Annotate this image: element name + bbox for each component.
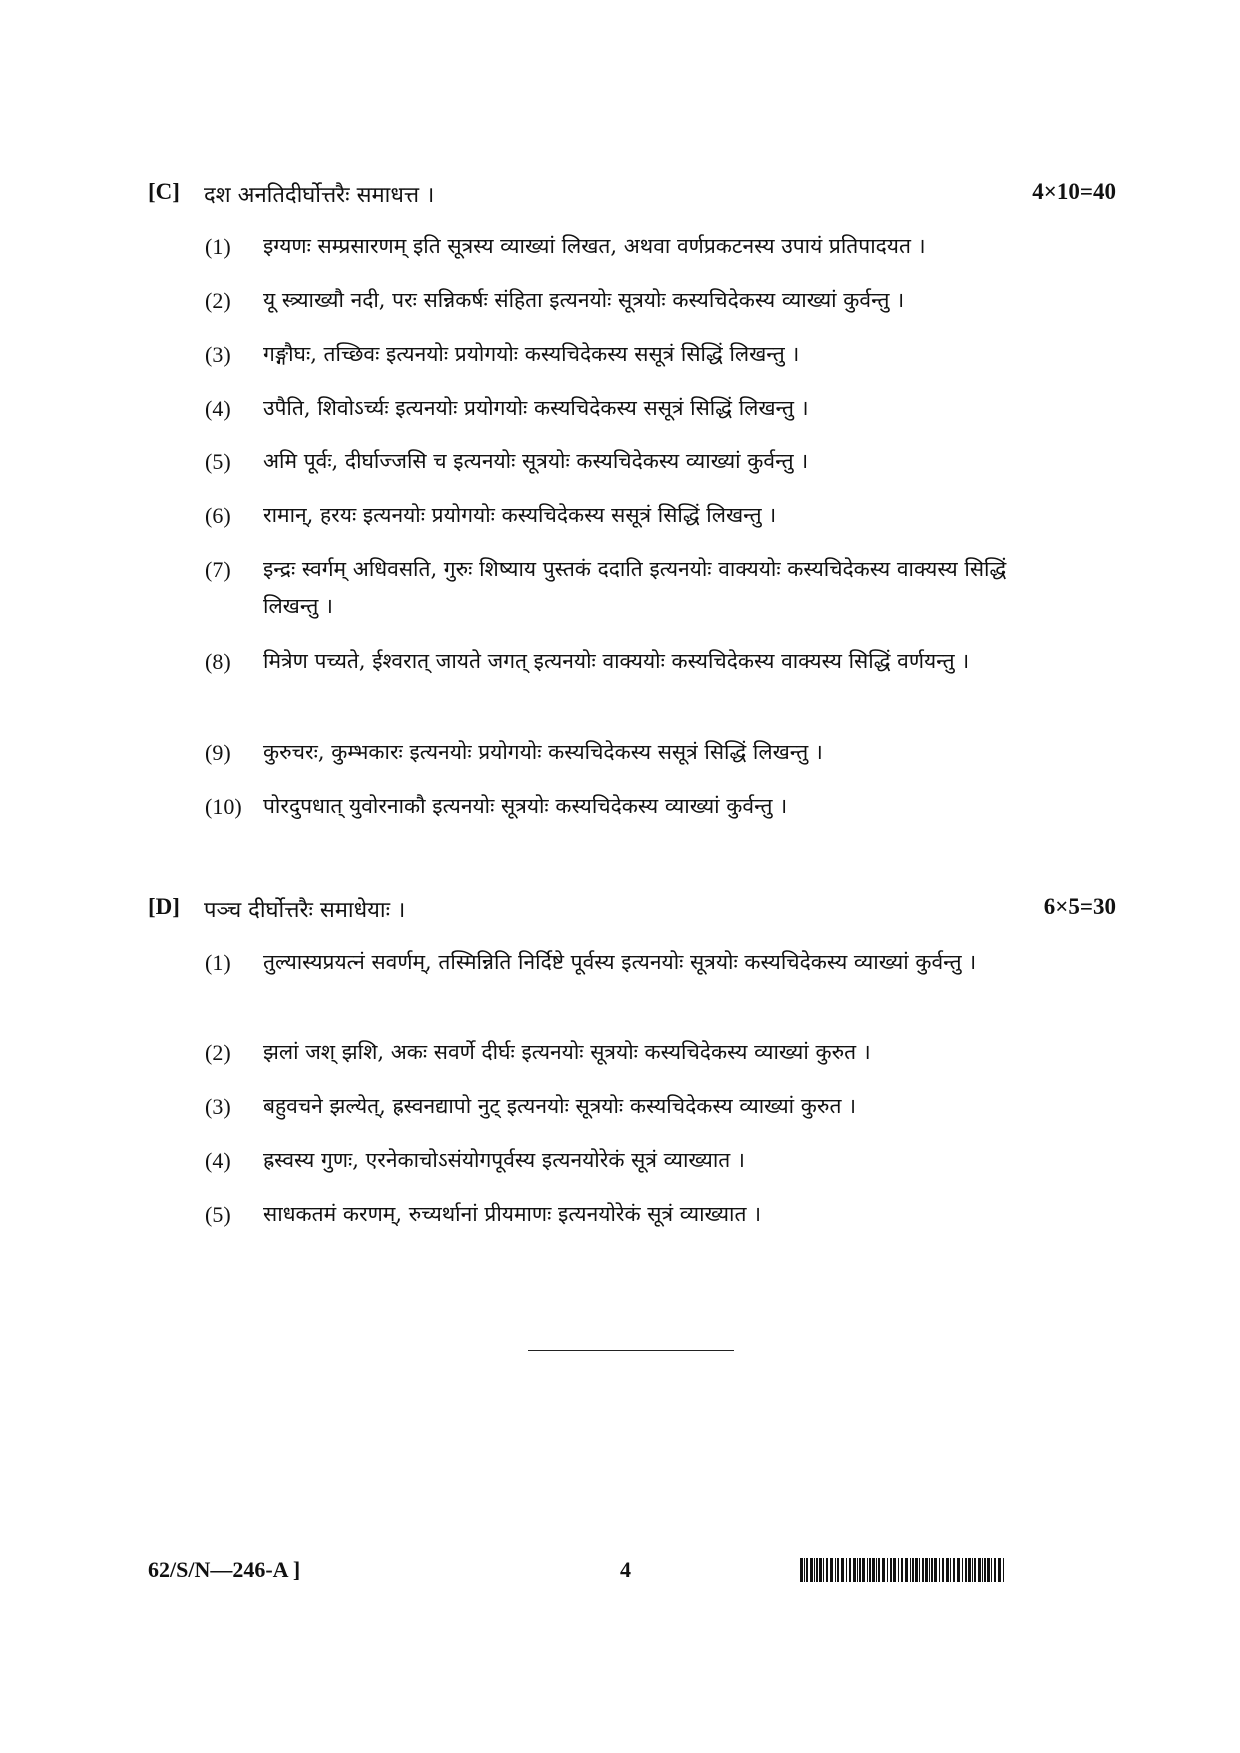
question-text: ह्रस्वस्य गुणः, एरनेकाचोऽसंयोगपूर्वस्य इत्यनयोरेकं सूत्रं व्याख्यात । (263, 1148, 745, 1172)
section-instruction: पञ्च दीर्घोत्तरैः समाधेयाः । (204, 898, 406, 923)
paper-code: 62/S/N—246-A ] (148, 1557, 301, 1582)
question-text: कुरुचरः, कुम्भकारः इत्यनयोः प्रयोगयोः कस्यचिदेकस्य ससूत्रं सिद्धिं लिखन्तु । (263, 740, 823, 764)
question-item (205, 1142, 1067, 1179)
question-item (205, 1088, 1067, 1125)
question-item (205, 443, 1067, 480)
question-item (205, 497, 1067, 534)
question-text: गङ्गौघः, तच्छिवः इत्यनयोः प्रयोगयोः कस्यचिदेकस्य ससूत्रं सिद्धिं लिखन्तु । (263, 342, 800, 366)
question-text: तुल्यास्यप्रयत्नं सवर्णम्, तस्मिन्निति निर्दिष्टे पूर्वस्य इत्यनयोः सूत्रयोः कस्यचिदेकस्य व्याख्यां कुर्वन्तु । (263, 950, 977, 974)
question-number: (4) (205, 1148, 231, 1173)
section-c-header (148, 179, 1116, 213)
question-number: (7) (205, 557, 231, 582)
question-number: (3) (205, 1094, 231, 1119)
question-number: (1) (205, 950, 231, 975)
end-divider (528, 1350, 734, 1351)
question-text: रामान्, हरयः इत्यनयोः प्रयोगयोः कस्यचिदेकस्य ससूत्रं सिद्धिं लिखन्तु । (263, 503, 777, 527)
question-text: अमि पूर्वः, दीर्घाज्जसि च इत्यनयोः सूत्रयोः कस्यचिदेकस्य व्याख्यां कुर्वन्तु । (263, 449, 809, 473)
question-number: (5) (205, 1202, 231, 1227)
question-text: पोरदुपधात् युवोरनाकौ इत्यनयोः सूत्रयोः कस्यचिदेकस्य व्याख्यां कुर्वन्तु । (263, 794, 788, 818)
question-item (205, 734, 1067, 771)
question-text: यू स्त्र्याख्यौ नदी, परः सन्निकर्षः संहिता इत्यनयोः सूत्रयोः कस्यचिदेकस्य व्याख्यां कुर्वन्तु । (263, 288, 905, 312)
question-item (205, 1196, 1067, 1233)
question-item (205, 228, 1067, 265)
section-label: [D] (148, 894, 180, 919)
question-text: मित्रेण पच्यते, ईश्वरात् जायते जगत् इत्यनयोः वाक्ययोः कस्यचिदेकस्य वाक्यस्य सिद्धिं वर्णयन्तु । (263, 649, 970, 673)
question-item (205, 551, 1067, 625)
question-text: साधकतमं करणम्, रुच्यर्थानां प्रीयमाणः इत्यनयोरेकं सूत्रं व्याख्यात । (263, 1202, 762, 1226)
question-number: (2) (205, 288, 231, 313)
question-number: (6) (205, 503, 231, 528)
question-item (205, 336, 1067, 373)
question-text: बहुवचने झल्येत्, ह्रस्वनद्यापो नुट् इत्यनयोः सूत्रयोः कस्यचिदेकस्य व्याख्यां कुरुत । (263, 1094, 857, 1118)
question-item (205, 390, 1067, 427)
section-marks: 4×10=40 (1032, 179, 1116, 204)
question-number: (4) (205, 396, 231, 421)
question-number: (9) (205, 740, 231, 765)
question-number: (1) (205, 234, 231, 259)
question-number: (3) (205, 342, 231, 367)
section-instruction: दश अनतिदीर्घोत्तरैः समाधत्त । (204, 183, 435, 208)
section-marks: 6×5=30 (1043, 894, 1116, 919)
question-text: झलां जश् झशि, अकः सवर्णे दीर्घः इत्यनयोः सूत्रयोः कस्यचिदेकस्य व्याख्यां कुरुत । (263, 1040, 871, 1064)
question-number: (8) (205, 649, 231, 674)
question-item (205, 788, 1067, 825)
question-item (205, 1034, 1067, 1071)
question-item (205, 643, 1067, 680)
section-d-header (148, 894, 1116, 928)
barcode-icon (800, 1558, 1006, 1582)
question-number: (10) (205, 794, 242, 819)
question-text: उपैति, शिवोऽर्च्यः इत्यनयोः प्रयोगयोः कस्यचिदेकस्य ससूत्रं सिद्धिं लिखन्तु । (263, 396, 809, 420)
page-number: 4 (620, 1557, 631, 1582)
question-item (205, 282, 1067, 319)
section-label: [C] (148, 179, 180, 204)
question-item (205, 944, 1067, 981)
question-text: इग्यणः सम्प्रसारणम् इति सूत्रस्य व्याख्यां लिखत, अथवा वर्णप्रकटनस्य उपायं प्रतिपादयत । (263, 234, 926, 258)
question-number: (5) (205, 449, 231, 474)
question-text: इन्द्रः स्वर्गम् अधिवसति, गुरुः शिष्याय पुस्तकं ददाति इत्यनयोः वाक्ययोः कस्यचिदेकस्य वाक्यस्य सिद्धिं लिखन्तु । (263, 557, 1007, 618)
question-number: (2) (205, 1040, 231, 1065)
